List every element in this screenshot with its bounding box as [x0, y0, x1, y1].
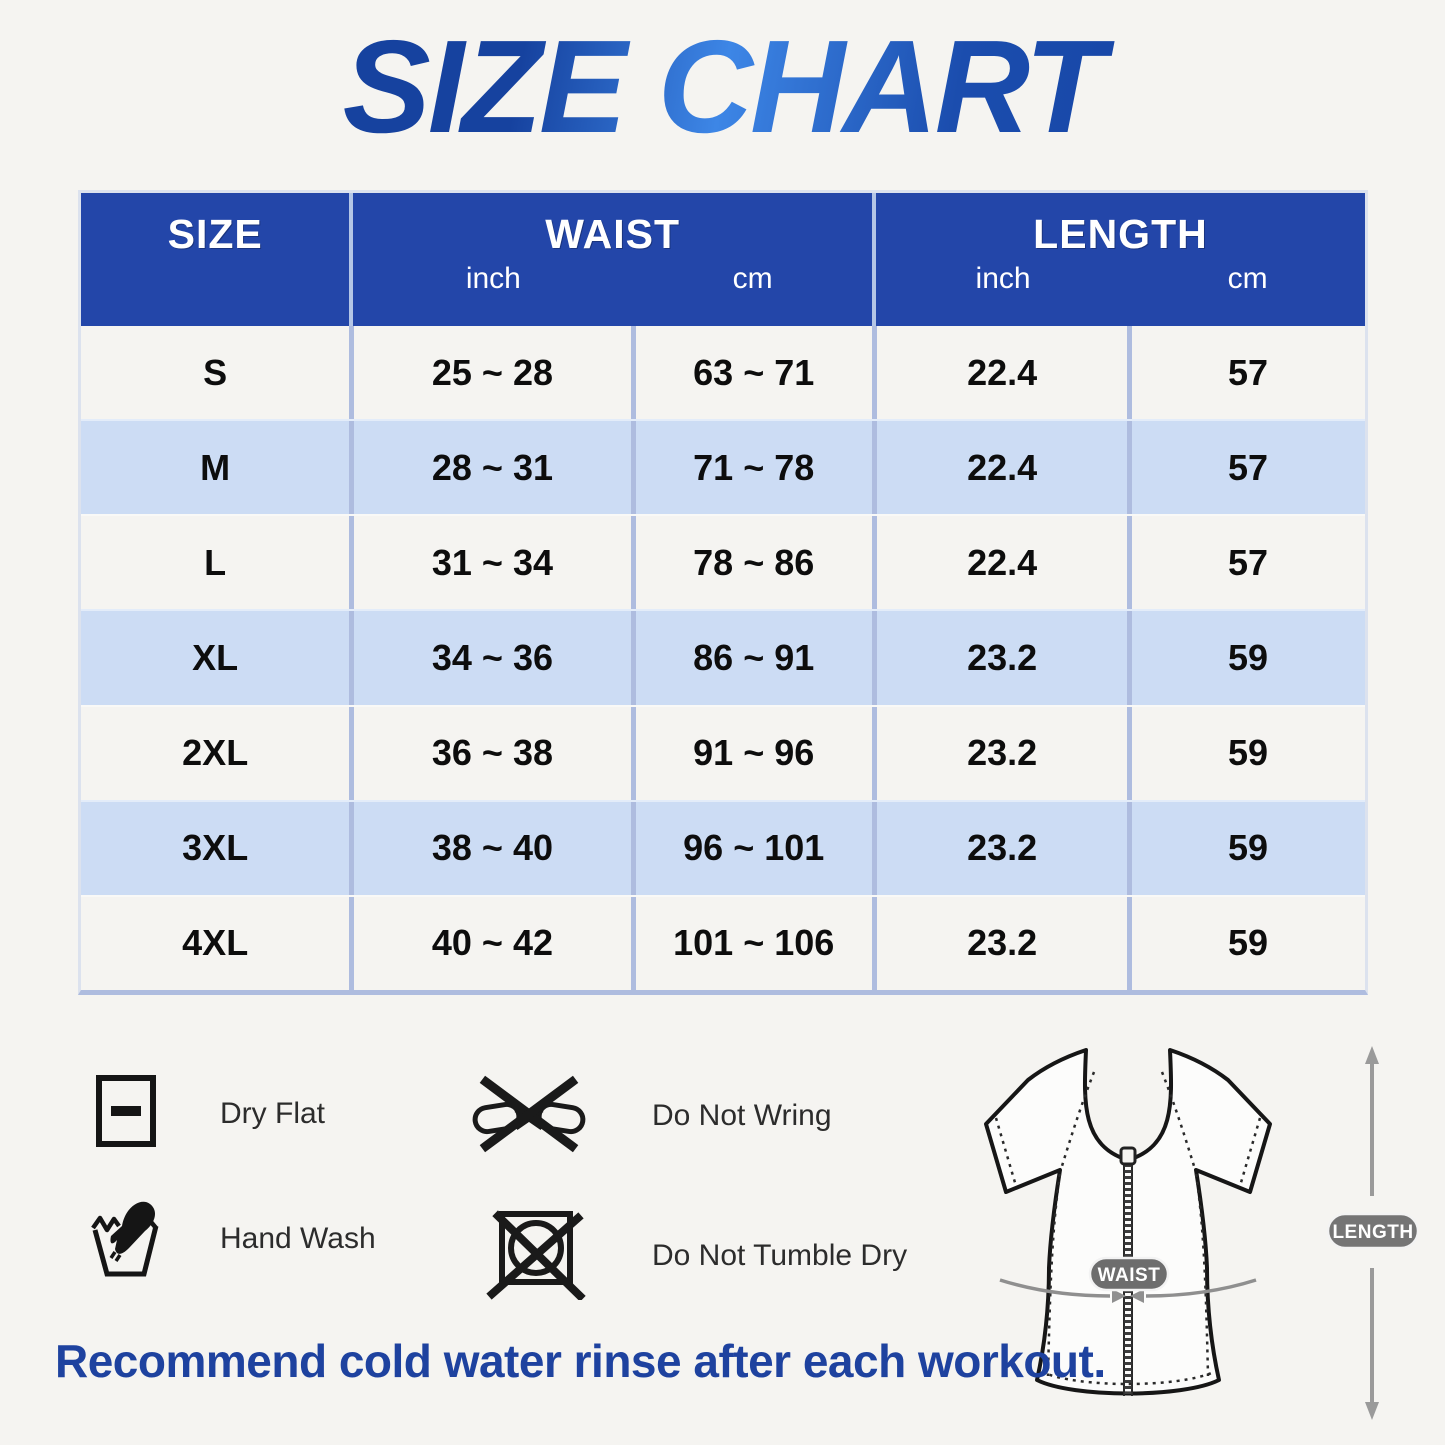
- cell-length-cm: 59: [1127, 611, 1363, 704]
- cell-length-inch: 22.4: [872, 421, 1128, 514]
- header-waist-label: WAIST: [545, 211, 681, 257]
- cell-waist-cm: 96 ~ 101: [631, 802, 872, 895]
- cell-waist-inch: 36 ~ 38: [349, 707, 630, 800]
- length-unit-cm: cm: [1227, 262, 1268, 295]
- cell-waist-cm: 71 ~ 78: [631, 421, 872, 514]
- cell-waist-inch: 25 ~ 28: [349, 326, 630, 419]
- table-row: [81, 800, 1365, 895]
- cell-waist-cm: 91 ~ 96: [631, 707, 872, 800]
- cell-length-cm: 57: [1127, 516, 1363, 609]
- header-waist-units: [353, 262, 872, 296]
- cell-size: 3XL: [182, 827, 249, 869]
- header-size-label: SIZE: [167, 211, 263, 257]
- care-item-hand-wash: [88, 1192, 376, 1285]
- size-table-header: [81, 193, 1365, 326]
- cell-size: S: [203, 351, 228, 393]
- cell-waist-inch: 38 ~ 40: [349, 802, 630, 895]
- cell-size: XL: [192, 636, 239, 678]
- do-not-wring-icon: [470, 1072, 588, 1159]
- care-label: Dry Flat: [220, 1096, 325, 1130]
- waist-unit-cm: cm: [732, 262, 773, 295]
- do-not-tumble-dry-icon: [484, 1206, 588, 1305]
- care-item-dry-flat: [95, 1074, 325, 1153]
- dry-flat-icon: [95, 1074, 157, 1153]
- cell-length-cm: 57: [1127, 326, 1363, 419]
- header-col-length: [872, 193, 1365, 326]
- cell-waist-cm: 86 ~ 91: [631, 611, 872, 704]
- page-title: SIZE CHART: [0, 16, 1445, 159]
- length-badge-label: LENGTH: [1332, 1222, 1414, 1243]
- table-row: [81, 419, 1365, 514]
- table-row: [81, 326, 1365, 419]
- cell-length-cm: 59: [1127, 802, 1363, 895]
- cell-size: M: [200, 446, 231, 488]
- cell-waist-cm: 101 ~ 106: [631, 897, 872, 990]
- care-label: Hand Wash: [220, 1221, 376, 1255]
- care-item-do-not-wring: [470, 1072, 832, 1159]
- cell-waist-inch: 34 ~ 36: [349, 611, 630, 704]
- cell-size: 4XL: [182, 922, 249, 964]
- length-badge: [1328, 1214, 1418, 1248]
- hand-wash-icon: [88, 1192, 162, 1285]
- header-col-size: [81, 193, 349, 326]
- cell-length-inch: 23.2: [872, 802, 1128, 895]
- table-row: [81, 609, 1365, 704]
- cell-waist-inch: 28 ~ 31: [349, 421, 630, 514]
- zipper-pull: [1121, 1148, 1135, 1164]
- header-col-waist: [349, 193, 872, 326]
- table-row: [81, 895, 1365, 990]
- waist-unit-inch: inch: [465, 262, 521, 295]
- footer-note: Recommend cold water rinse after each workout.: [55, 1335, 1106, 1387]
- cell-length-inch: 22.4: [872, 326, 1128, 419]
- size-table-body: [81, 326, 1365, 990]
- cell-size: 2XL: [182, 732, 249, 774]
- cell-length-cm: 59: [1127, 897, 1363, 990]
- table-row: [81, 705, 1365, 800]
- cell-length-inch: 22.4: [872, 516, 1128, 609]
- cell-waist-cm: 78 ~ 86: [631, 516, 872, 609]
- size-table: [78, 190, 1368, 995]
- cell-length-inch: 23.2: [872, 897, 1128, 990]
- waist-badge-label: WAIST: [1097, 1265, 1161, 1286]
- waist-badge: [1090, 1258, 1168, 1290]
- cell-length-inch: 23.2: [872, 611, 1128, 704]
- cell-length-cm: 59: [1127, 707, 1363, 800]
- cell-size: L: [204, 541, 227, 583]
- length-unit-inch: inch: [975, 262, 1031, 295]
- cell-length-cm: 57: [1127, 421, 1363, 514]
- care-label: Do Not Tumble Dry: [652, 1238, 908, 1272]
- cell-waist-inch: 31 ~ 34: [349, 516, 630, 609]
- cell-waist-inch: 40 ~ 42: [349, 897, 630, 990]
- header-length-units: [876, 262, 1365, 296]
- header-length-label: LENGTH: [1033, 211, 1208, 257]
- table-row: [81, 514, 1365, 609]
- care-item-do-not-tumble-dry: [484, 1206, 907, 1305]
- care-label: Do Not Wring: [652, 1098, 832, 1132]
- cell-length-inch: 23.2: [872, 707, 1128, 800]
- cell-waist-cm: 63 ~ 71: [631, 326, 872, 419]
